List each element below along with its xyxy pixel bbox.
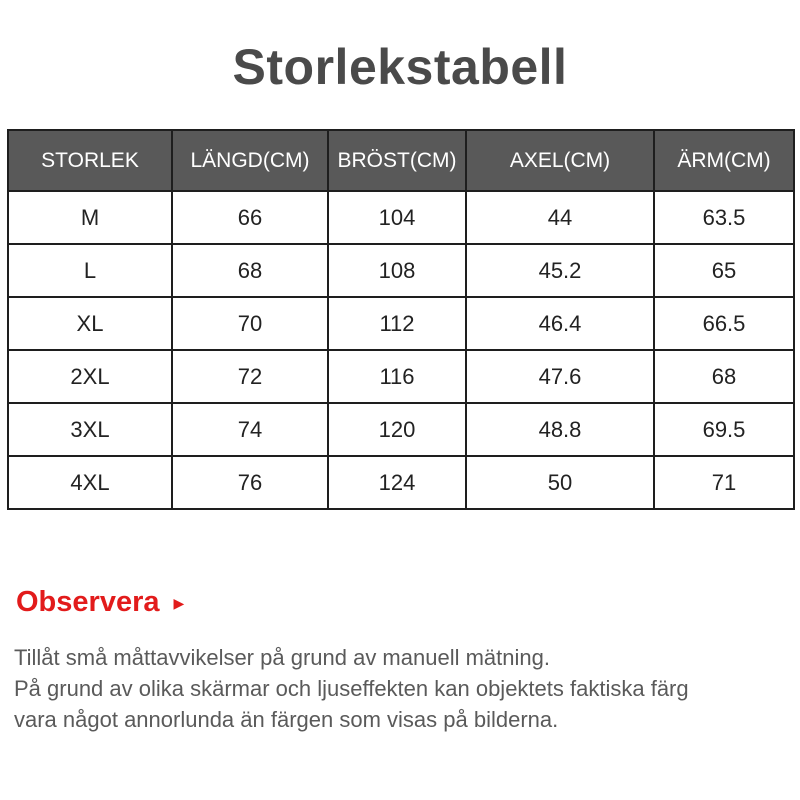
table-cell: 45.2: [466, 244, 654, 297]
table-row: [8, 297, 794, 350]
table-cell: M: [8, 191, 172, 244]
table-cell: 66: [172, 191, 328, 244]
table-row: [8, 244, 794, 297]
table-cell: 104: [328, 191, 466, 244]
table-cell: 74: [172, 403, 328, 456]
table-header-row: [8, 130, 794, 191]
table-cell: 47.6: [466, 350, 654, 403]
table-cell: 120: [328, 403, 466, 456]
table-cell: 108: [328, 244, 466, 297]
size-table: [7, 129, 795, 510]
header-shoulder: AXEL(CM): [466, 130, 654, 191]
table-cell: 44: [466, 191, 654, 244]
header-length: LÄNGD(CM): [172, 130, 328, 191]
table-cell: 63.5: [654, 191, 794, 244]
table-cell: 71: [654, 456, 794, 509]
table-cell: 2XL: [8, 350, 172, 403]
table-row: [8, 350, 794, 403]
table-cell: 46.4: [466, 297, 654, 350]
table-cell: L: [8, 244, 172, 297]
note-line: Tillåt små måttavvikelser på grund av manuell mätning.: [14, 645, 550, 670]
header-size: STORLEK: [8, 130, 172, 191]
table-row: [8, 403, 794, 456]
table-cell: 70: [172, 297, 328, 350]
table-cell: 65: [654, 244, 794, 297]
table-row: [8, 191, 794, 244]
table-cell: 112: [328, 297, 466, 350]
table-cell: 124: [328, 456, 466, 509]
table-cell: 4XL: [8, 456, 172, 509]
table-cell: XL: [8, 297, 172, 350]
table-cell: 48.8: [466, 403, 654, 456]
note-heading-text: Observera: [16, 586, 160, 618]
table-cell: 50: [466, 456, 654, 509]
table-cell: 116: [328, 350, 466, 403]
note-heading: [16, 586, 184, 619]
table-cell: 3XL: [8, 403, 172, 456]
table-cell: 76: [172, 456, 328, 509]
table-cell: 72: [172, 350, 328, 403]
note-body: [14, 642, 794, 735]
table-row: [8, 456, 794, 509]
page-title: Storlekstabell: [232, 39, 568, 95]
note-line: vara något annorlunda än färgen som visas på bilderna.: [14, 707, 559, 732]
table-cell: 69.5: [654, 403, 794, 456]
play-arrow-icon: ▶: [173, 594, 185, 611]
table-cell: 68: [654, 350, 794, 403]
table-cell: 68: [172, 244, 328, 297]
header-sleeve: ÄRM(CM): [654, 130, 794, 191]
table-cell: 66.5: [654, 297, 794, 350]
header-chest: BRÖST(CM): [328, 130, 466, 191]
note-line: På grund av olika skärmar och ljuseffekten kan objektets faktiska färg: [14, 676, 689, 701]
